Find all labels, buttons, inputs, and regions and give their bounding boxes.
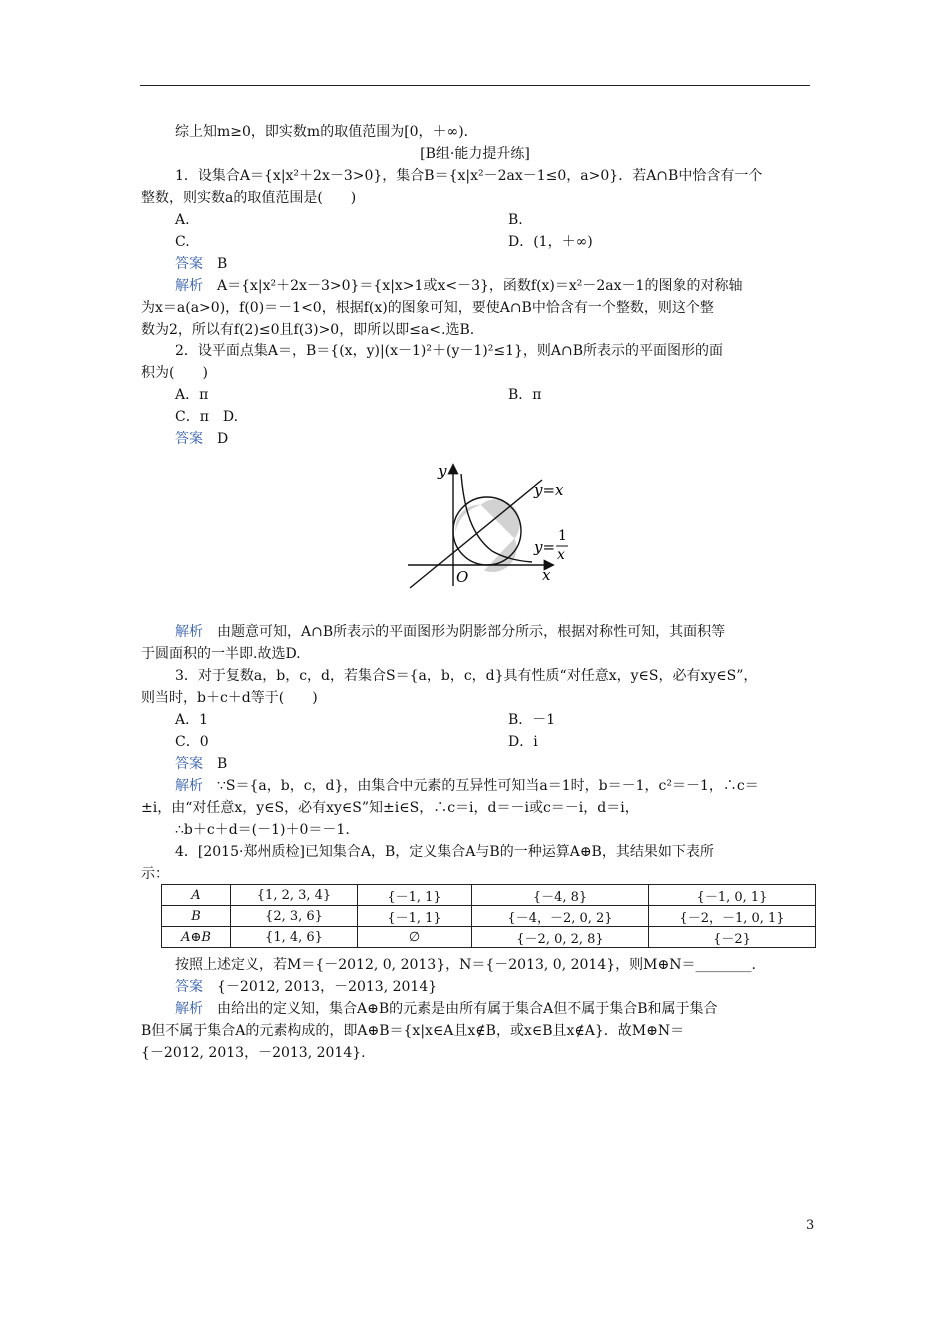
answer-label: 答案: [175, 256, 203, 272]
answer-label: 答案: [175, 431, 203, 447]
q1-option-b: B.: [508, 212, 523, 228]
section-title: [B组·能力提升练]: [420, 146, 530, 162]
answer-label: 答案: [175, 756, 203, 772]
table-cell: {－4，－2, 0, 2}: [472, 906, 649, 927]
q4-analysis-line2: B但不属于集合A的元素构成的，即A⊕B＝{x|x∈A且x∉B，或x∈B且x∉A}．故M⊕N＝: [141, 1023, 685, 1039]
q4-stem-line1: 4．[2015·郑州质检]已知集合A，B，定义集合A与B的一种运算A⊕B，其结果如下表所: [175, 844, 714, 860]
answer-value: B: [217, 256, 228, 272]
q3-option-c: C．0: [175, 734, 209, 750]
table-cell: {－4, 8}: [472, 885, 649, 906]
table-cell: {1, 4, 6}: [231, 927, 358, 948]
analysis-label: 解析: [175, 778, 203, 794]
curve-label-denominator: x: [557, 547, 565, 563]
q2-stem-line1: 2．设平面点集A＝，B＝{(x，y)|(x－1)²＋(y－1)²≤1}，则A∩B所表示的平面图形的面: [175, 343, 724, 359]
table-cell: {1, 2, 3, 4}: [231, 885, 358, 906]
q3-stem-line1: 3．对于复数a，b，c，d，若集合S＝{a，b，c，d}具有性质“对任意x，y∈S，必有xy∈S”，: [175, 668, 758, 684]
table-row: [162, 906, 816, 927]
page-number: 3: [806, 1218, 815, 1233]
origin-label: O: [456, 568, 469, 586]
q2-answer: [175, 429, 228, 449]
answer-label: 答案: [175, 979, 203, 995]
table-cell: A: [162, 885, 231, 906]
carry-over-line: 综上知m≥0，即实数m的取值范围为[0，＋∞)．: [175, 124, 478, 140]
table-row: [162, 927, 816, 948]
q3-option-d: D．i: [508, 734, 538, 750]
curve-label-prefix: y=: [534, 538, 556, 556]
q4-analysis-line3: {－2012, 2013，－2013, 2014}.: [141, 1045, 366, 1061]
table-cell: A⊕B: [162, 927, 231, 948]
line-label: y=x: [534, 481, 564, 499]
table-cell: B: [162, 906, 231, 927]
q4-after-table: 按照上述定义，若M＝{－2012, 0, 2013}，N＝{－2013, 0, 2014}，则M⊕N＝________.: [175, 957, 756, 973]
curve-label-numerator: 1: [558, 528, 567, 544]
q1-analysis-line1: [175, 276, 742, 296]
q4-stem-line2: 示：: [141, 866, 169, 882]
analysis-text: ∵S＝{a，b，c，d}，由集合中元素的互异性可知当a＝1时，b＝－1，c²＝－1，∴c＝: [217, 778, 759, 794]
table-cell: {－2, 0, 2, 8}: [472, 927, 649, 948]
q1-analysis-line2: 为x＝a(a>0)，f(0)＝－1<0，根据f(x)的图象可知，要使A∩B中恰含有一个整数，则这个整: [141, 300, 714, 316]
q3-analysis-line3: ∴b＋c＋d＝(－1)＋0＝－1.: [175, 822, 350, 838]
analysis-text: A＝{x|x²＋2x－3>0}＝{x|x>1或x<－3}，函数f(x)＝x²－2ax－1的图象的对称轴: [217, 278, 743, 294]
q1-analysis-line3: 数为2，所以有f(2)≤0且f(3)>0，即所以即≤a<.选B.: [141, 322, 475, 338]
table-cell: {－2，－1, 0, 1}: [649, 906, 816, 927]
analysis-text: 由给出的定义知，集合A⊕B的元素是由所有属于集合A但不属于集合B和属于集合: [217, 1001, 718, 1017]
q1-stem-line2: 整数，则实数a的取值范围是( ): [141, 190, 357, 206]
table-row: [162, 885, 816, 906]
q1-option-a: A.: [175, 212, 190, 228]
q3-option-a: A．1: [175, 712, 209, 728]
shaded-region: [455, 499, 520, 572]
q4-analysis-line1: [175, 999, 718, 1019]
q2-graph: [400, 458, 580, 598]
table-cell: ∅: [358, 927, 472, 948]
table-cell: {－1, 1}: [358, 906, 472, 927]
q2-analysis-line2: 于圆面积的一半即.故选D.: [141, 646, 301, 662]
table-cell: {－1, 0, 1}: [649, 885, 816, 906]
analysis-label: 解析: [175, 624, 203, 640]
x-axis-label: x: [542, 566, 551, 584]
analysis-label: 解析: [175, 1001, 203, 1017]
header-rule: [140, 85, 810, 86]
answer-value: {－2012, 2013，－2013, 2014}: [217, 979, 438, 995]
q3-analysis-line1: [175, 776, 759, 796]
analysis-label: 解析: [175, 278, 203, 294]
q3-analysis-line2: ±i，由“对任意x，y∈S，必有xy∈S”知±i∈S，∴c＝i，d＝－i或c＝－i，d＝i，: [141, 800, 639, 816]
q1-stem-line1: 1．设集合A＝{x|x²＋2x－3>0}，集合B＝{x|x²－2ax－1≤0，a>0}．若A∩B中恰含有一个: [175, 168, 763, 184]
analysis-text: 由题意可知，A∩B所表示的平面图形为阴影部分所示，根据对称性可知，其面积等: [217, 624, 726, 640]
q3-stem-line2: 则当时，b＋c＋d等于( ): [141, 690, 318, 706]
q2-option-b: B．π: [508, 387, 542, 403]
q2-stem-line2: 积为( ): [141, 365, 208, 381]
y-axis-label: y: [438, 462, 447, 480]
q3-answer: [175, 754, 227, 774]
table-cell: {－1, 1}: [358, 885, 472, 906]
answer-value: D: [217, 431, 229, 447]
operation-table: [161, 884, 816, 948]
q2-analysis-line1: [175, 622, 725, 642]
q2-option-a: A．π: [175, 387, 209, 403]
table-cell: {－2}: [649, 927, 816, 948]
q1-option-d: D．(1，＋∞): [508, 234, 593, 250]
q1-option-c: C.: [175, 234, 190, 250]
q4-answer: [175, 977, 437, 997]
q2-option-cd: C．π D.: [175, 409, 239, 425]
answer-value: B: [217, 756, 228, 772]
table-cell: {2, 3, 6}: [231, 906, 358, 927]
q1-answer: [175, 254, 227, 274]
q3-option-b: B．－1: [508, 712, 556, 728]
